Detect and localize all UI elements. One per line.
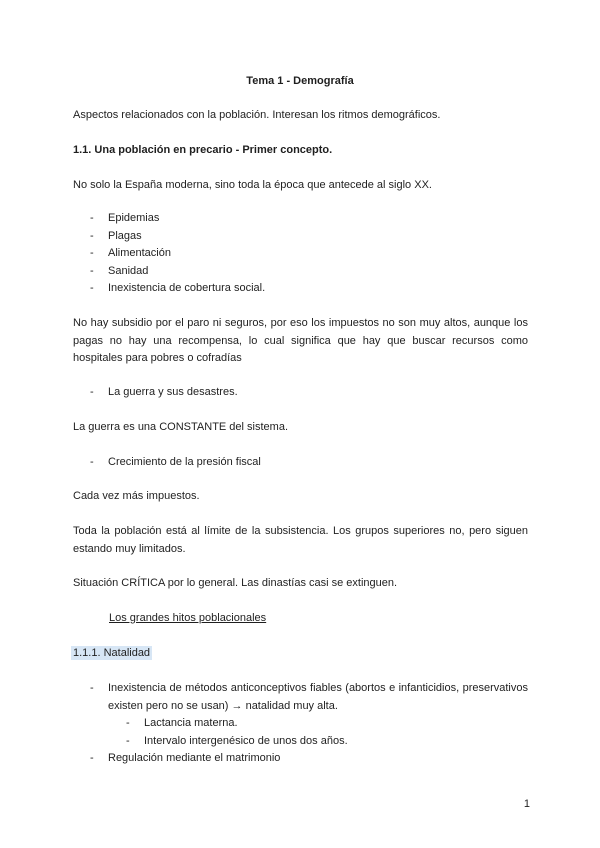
list-item xyxy=(73,680,528,750)
guerra-list xyxy=(73,384,528,402)
sublist-item: - Lactancia materna. xyxy=(73,715,528,733)
page-number: 1 xyxy=(523,798,530,810)
paragraph-critica: Situación CRÍTICA por lo general. Las dinastías casi se extinguen. xyxy=(73,577,398,589)
section-heading-1-1: 1.1. Una población en precario - Primer concepto. xyxy=(73,144,333,156)
list-item: - Alimentación xyxy=(73,245,528,263)
section-heading-1-1-1 xyxy=(71,645,526,663)
paragraph-impuestos: Cada vez más impuestos. xyxy=(73,490,200,502)
sublist-item: - Intervalo intergenésico de unos dos años. xyxy=(73,733,528,751)
hitos-heading-text: Los grandes hitos poblacionales xyxy=(109,612,267,624)
list-item: - Plagas xyxy=(73,228,528,246)
list-item: - Epidemias xyxy=(73,210,528,228)
list-item-text: Inexistencia de métodos anticonceptivos fiables (abortos e infanticidios, preservativos existen pero no se usan) → natalidad muy alta. xyxy=(108,682,528,712)
page-title: Tema 1 - Demografía xyxy=(246,75,354,87)
list-item: - Sanidad xyxy=(73,263,528,281)
list-item: - Inexistencia de cobertura social. xyxy=(73,280,528,298)
intro-paragraph: Aspectos relacionados con la población. Interesan los ritmos demográficos. xyxy=(73,109,441,121)
hitos-heading xyxy=(109,610,529,628)
paragraph-moderna: No solo la España moderna, sino toda la época que antecede al siglo XX. xyxy=(73,179,432,191)
paragraph-guerra: La guerra es una CONSTANTE del sistema. xyxy=(73,421,288,433)
list-item: - La guerra y sus desastres. xyxy=(73,384,528,402)
list-item: - Regulación mediante el matrimonio xyxy=(73,750,528,768)
natalidad-sublist xyxy=(108,715,528,750)
presion-list xyxy=(73,454,528,472)
causes-list xyxy=(73,210,528,298)
natalidad-list xyxy=(73,680,528,768)
section-heading-1-1-1-text: 1.1.1. Natalidad xyxy=(73,647,151,659)
paragraph-subsidio: No hay subsidio por el paro ni seguros, por eso los impuestos no son muy altos, aunque los pagas no hay una recompensa, lo cual significa que hay que buscar recursos como hospitales para pobres o cofradías xyxy=(73,317,528,364)
list-item: - Crecimiento de la presión fiscal xyxy=(73,454,528,472)
paragraph-subsistencia: Toda la población está al límite de la subsistencia. Los grupos superiores no, pero siguen estando muy limitados. xyxy=(73,525,528,555)
